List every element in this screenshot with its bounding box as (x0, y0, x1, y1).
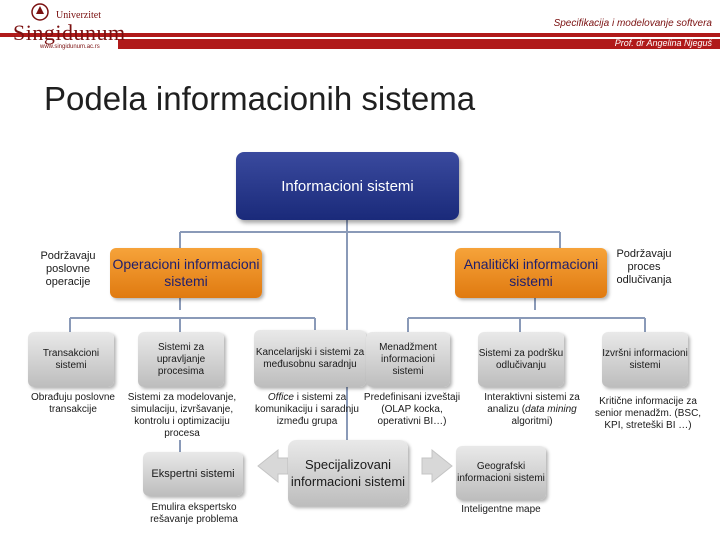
desc-kancelarijski: Office i sistemi za komunikaciju i saradnju između grupa (255, 392, 359, 427)
desc-ekspertni: Emulira ekspertsko rešavanje problema (150, 502, 238, 525)
leaf-upravljanje-procesima: Sistemi za upravljanje procesima (138, 332, 224, 387)
leaf-ekspertni: Ekspertni sistemi (143, 452, 243, 496)
logo-site: www.singidunum.ac.rs (40, 44, 100, 50)
left-note: Podržavaju poslovne operacije (40, 250, 96, 288)
root-node: Informacioni sistemi (236, 152, 459, 220)
specialized-node: Specijalizovani informacioni sistemi (288, 440, 408, 506)
operational-node: Operacioni informacioni sistemi (110, 248, 262, 298)
leaf-transakcioni: Transakcioni sistemi (28, 332, 114, 387)
analytical-node: Analitički informacioni sistemi (455, 248, 607, 298)
desc-transakcioni: Obrađuju poslovne transakcije (31, 392, 115, 415)
author-name: Prof. dr Angelina Njeguš (614, 38, 712, 48)
desc-menadzment: Predefinisani izveštaji (OLAP kocka, operativni BI…) (363, 392, 461, 427)
desc-upravljanje-procesima: Sistemi za modelovanje, simulaciju, izvršavanje, kontrolu i optimizaciju procesa (127, 392, 237, 439)
course-title: Specifikacija i modelovanje softvera (553, 18, 712, 29)
leaf-geografski: Geografski informacioni sistemi (456, 446, 546, 500)
logo-univerzitet: Univerzitet (56, 10, 101, 21)
logo-name: Singidunum (13, 20, 126, 45)
desc-izvrsni: Kritične informacije za senior menadžm. (BSC, KPI, streteški BI …) (594, 396, 702, 431)
desc-podrska-odlucivanju: Interaktivni sistemi za analizu (data mining algoritmi) (484, 392, 580, 427)
right-note: Podržavaju proces odlučivanja (616, 248, 672, 286)
slide-title: Podela informacionih sistema (44, 80, 476, 117)
leaf-kancelarijski: Kancelarijski i sistemi za međusobnu saradnju (254, 330, 366, 387)
leaf-podrska-odlucivanju: Sistemi za podršku odlučivanju (478, 332, 564, 387)
leaf-menadzment: Menadžment informacioni sistemi (366, 332, 450, 387)
desc-geografski: Inteligentne mape (461, 504, 541, 515)
leaf-izvrsni: Izvršni informacioni sistemi (602, 332, 688, 387)
